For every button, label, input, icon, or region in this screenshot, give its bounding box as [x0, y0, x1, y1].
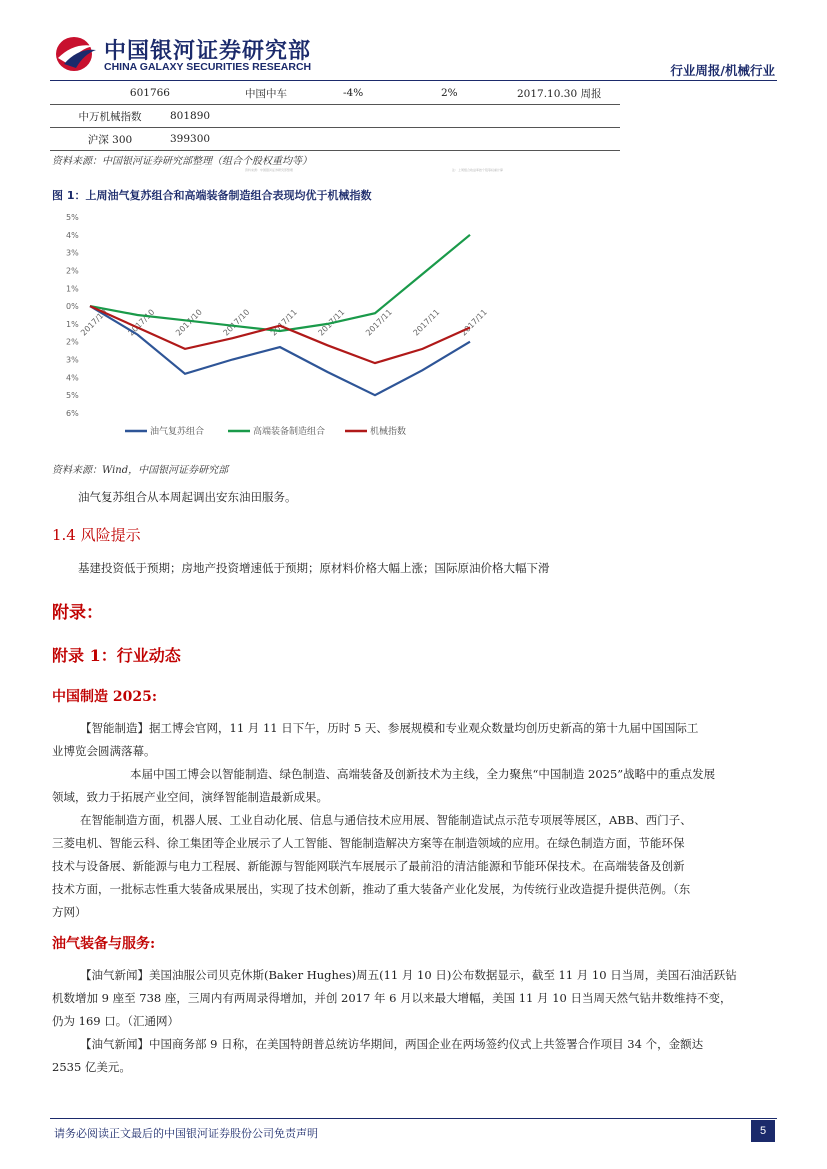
table-cell: [343, 105, 441, 128]
para-line: 在智能制造方面，机器人展、工业自动化展、信息与通信技术应用展、智能制造试点示范专项展等展区，ABB、西门子、: [80, 813, 692, 827]
y-tick-label: 3%: [66, 355, 79, 365]
company-name-en: CHINA GALAXY SECURITIES RESEARCH: [104, 61, 312, 73]
para-line: 仍为 169 口。（汇通网）: [52, 1014, 180, 1028]
table-cell: [343, 128, 441, 151]
para-line: 领域，致力于拓展产业空间，演绎智能制造最新成果。: [52, 790, 328, 804]
x-tick-label: 2017/10: [126, 307, 157, 338]
table-cell: 中国中车: [245, 82, 343, 105]
para-line: 【油气新闻】中国商务部 9 日称，在美国特朗普总统访华期间，两国企业在两场签约仪式上共签署合作项目 34 个，金额达: [80, 1037, 704, 1051]
x-tick-label: 2017/11: [269, 307, 299, 338]
x-tick-label: 2017/10: [221, 307, 252, 338]
figure-title: 图 1：上周油气复苏组合和高端装备制造组合表现均优于机械指数: [52, 189, 372, 202]
y-tick-label: 2%: [66, 337, 79, 347]
table-row: [50, 105, 620, 128]
table-cell: 399300: [170, 128, 245, 151]
x-tick-label: 2017/10: [79, 307, 109, 338]
table-cell: [441, 128, 517, 151]
made-in-china-heading: 中国制造 2025:: [52, 689, 158, 705]
galaxy-logo-icon: [54, 34, 98, 74]
y-tick-label: 6%: [66, 409, 79, 418]
table-cell: 601766: [50, 82, 170, 105]
chart-source: 资料来源：Wind，中国银河证券研究部: [52, 465, 229, 476]
tiny-note: 注：上周组合收益率按个股等权重计算: [452, 168, 504, 172]
para-line: 本届中国工博会以智能制造、绿色制造、高端装备及创新技术为主线，全力聚焦“中国制造 2025”战略中的重点发展: [130, 767, 716, 781]
y-tick-label: 4%: [66, 230, 79, 240]
portfolio-table: [50, 82, 620, 151]
risk-text: 基建投资低于预期；房地产投资增速低于预期；原材料价格大幅上涨；国际原油价格大幅下滑: [78, 561, 550, 575]
y-tick-label: 2%: [66, 266, 79, 276]
table-cell: 2017.10.30 周报: [517, 82, 620, 105]
line-chart: [50, 205, 490, 445]
para-line: 机数增加 9 座至 738 座，三周内有两周录得增加，并创 2017 年 6 月以来最大增幅，美国 11 月 10 日当周天然气钻井数维持不变，: [52, 991, 732, 1005]
oil-equipment-heading: 油气装备与服务:: [52, 936, 156, 952]
table-cell: 沪深 300: [50, 128, 170, 151]
y-tick-label: 5%: [66, 391, 79, 401]
y-tick-label: 5%: [66, 213, 79, 222]
table-cell: 801890: [170, 105, 245, 128]
legend-label: 高端装备制造组合: [253, 427, 326, 437]
report-section-label: 行业周报/机械行业: [670, 63, 775, 78]
x-tick-label: 2017/11: [364, 307, 394, 338]
y-tick-label: 1%: [66, 284, 79, 294]
table-source: 资料来源：中国银河证券研究部整理（组合个股权重均等）: [52, 156, 312, 167]
table-row: [50, 82, 620, 105]
risk-heading: 1.4 风险提示: [52, 526, 141, 544]
para-line: 技术与设备展、新能源与电力工程展、新能源与智能网联汽车展展示了最前沿的清洁能源和节能环保技术。在高端装备及创新: [52, 859, 685, 873]
adjust-note: 油气复苏组合从本周起调出安东油田服务。: [78, 490, 297, 504]
legend-label: 油气复苏组合: [150, 427, 205, 437]
y-tick-label: 0%: [66, 302, 79, 312]
table-cell: [441, 105, 517, 128]
series-line: [90, 235, 470, 331]
para-line: 业博览会圆满落幕。: [52, 744, 156, 758]
y-tick-label: 1%: [66, 319, 79, 329]
table-cell: [517, 128, 620, 151]
y-tick-label: 4%: [66, 373, 79, 383]
para-line: 方网）: [52, 905, 87, 919]
table-row: [50, 128, 620, 151]
para-line: 【智能制造】据工博会官网，11 月 11 日下午，历时 5 天、参展规模和专业观众数量均创历史新高的第十九届中国国际工: [80, 721, 699, 735]
appendix-1-title: 附录 1：行业动态: [52, 646, 181, 665]
para-line: 三菱电机、智能云科、徐工集团等企业展示了人工智能、智能制造解决方案等在制造领域的应用。在绿色制造方面，节能环保: [52, 836, 685, 850]
table-cell: [245, 128, 343, 151]
para-line: 【油气新闻】美国油服公司贝克休斯(Baker Hughes)周五(11 月 10 日)公布数据显示，截至 11 月 10 日当周，美国石油活跃钻: [80, 968, 737, 982]
company-name-cn: 中国银河证券研究部: [104, 39, 312, 64]
table-cell: 中万机械指数: [50, 105, 170, 128]
table-cell: 2%: [441, 82, 517, 105]
y-tick-label: 3%: [66, 248, 79, 258]
header-divider: [50, 80, 777, 81]
x-tick-label: 2017/10: [174, 307, 204, 338]
x-tick-label: 2017/11: [459, 307, 489, 338]
x-tick-label: 2017/11: [411, 307, 442, 338]
table-cell: -4%: [343, 82, 441, 105]
footer-divider: [50, 1118, 777, 1119]
para-line: 2535 亿美元。: [52, 1060, 131, 1074]
tiny-note: 资料来源：中国银河证券研究部整理: [245, 168, 294, 172]
page-number: 5: [751, 1120, 775, 1142]
table-cell: [245, 105, 343, 128]
appendix-title: 附录：: [52, 603, 103, 623]
legend-label: 机械指数: [370, 427, 407, 437]
table-cell: [517, 105, 620, 128]
x-tick-label: 2017/11: [316, 307, 347, 338]
para-line: 技术方面，一批标志性重大装备成果展出，实现了技术创新，推动了重大装备产业化发展，为传统行业改造提升提供范例。（东: [52, 882, 691, 896]
footer-disclaimer: 请务必阅读正文最后的中国银河证券股份公司免责声明: [54, 1127, 318, 1140]
table-cell: [170, 82, 245, 105]
